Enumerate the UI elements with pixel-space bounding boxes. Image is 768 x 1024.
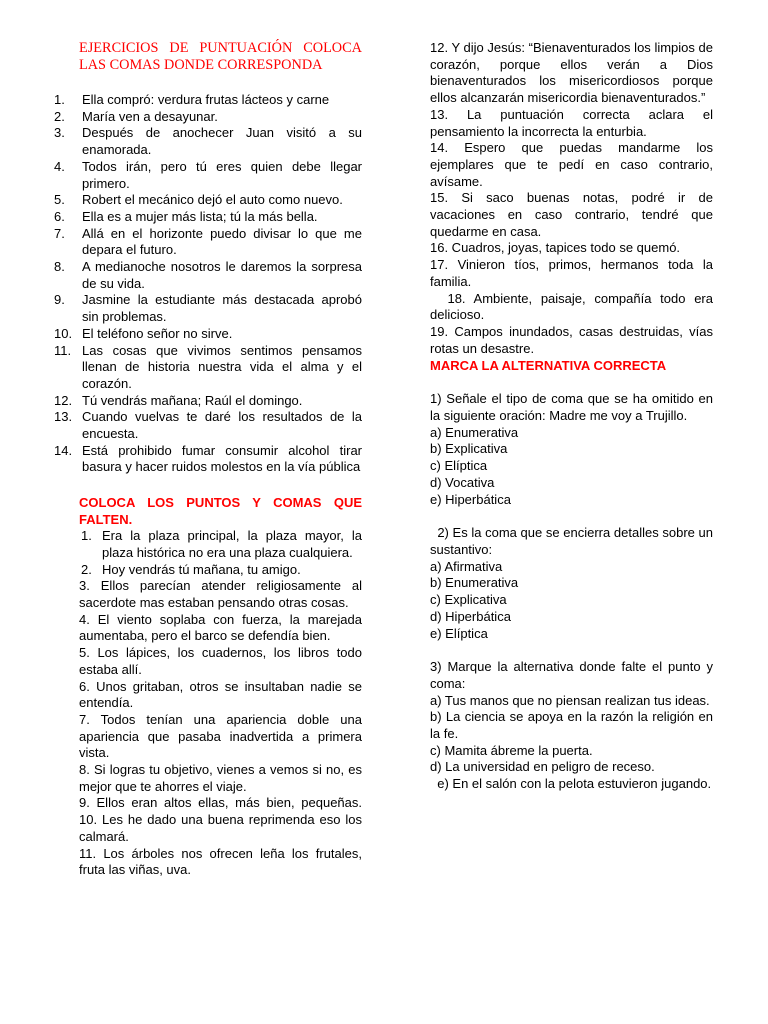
- section-heading-semicolons: COLOCA LOS PUNTOS Y COMAS QUE FALTEN.: [79, 495, 362, 528]
- answer-option: c) Explicativa: [430, 592, 507, 608]
- spacer: [430, 374, 713, 391]
- section-heading-multiple-choice: MARCA LA ALTERNATIVA CORRECTA: [430, 358, 667, 374]
- multiple-choice-questions: [430, 374, 717, 792]
- item-number: 13.: [54, 409, 73, 425]
- answer-option: d) La universidad en peligro de receso.: [430, 759, 655, 775]
- answer-option: d) Vocativa: [430, 474, 495, 490]
- list-item: [54, 679, 362, 712]
- item-text: Todos irán, pero tú eres quien debe llegar primero.: [82, 158, 362, 191]
- list-item: [54, 795, 362, 845]
- item-text: Tú vendrás mañana; Raúl el domingo.: [82, 392, 303, 408]
- continued-exercise-list: [430, 40, 717, 357]
- list-item: [54, 109, 362, 126]
- item-text: Después de anochecer Juan visitó a su enamorada.: [82, 125, 362, 158]
- list-item: [54, 762, 362, 795]
- item-text: Era la plaza principal, la plaza mayor, la plaza histórica no era una plaza cualquiera.: [102, 528, 362, 560]
- exercise-title: [79, 40, 362, 74]
- list-item: [54, 343, 362, 393]
- title-line-2: LAS COMAS DONDE CORRESPONDA: [79, 57, 323, 73]
- answer-option: a) Tus manos que no piensan realizan tus ideas.: [430, 692, 710, 708]
- item-number: 9.: [54, 292, 65, 308]
- list-item: [54, 562, 362, 579]
- list-item: [54, 528, 362, 561]
- list-item: [54, 226, 362, 259]
- left-column: [54, 40, 362, 879]
- list-item: [54, 292, 362, 325]
- item-number: 14.: [54, 442, 73, 458]
- item-text: Allá en el horizonte puedo divisar lo que me depara el futuro.: [82, 225, 362, 258]
- item-text: 11. Los árboles nos ofrecen leña los frutales, fruta las viñas, uva.: [79, 845, 362, 878]
- item-number: 2.: [81, 561, 92, 577]
- item-text: Hoy vendrás tú mañana, tu amigo.: [102, 561, 301, 577]
- list-item: [54, 192, 362, 209]
- question-prompt: 2) Es la coma que se encierra detalles sobre un sustantivo:: [430, 525, 717, 557]
- item-text: Las cosas que vivimos sentimos pensamos llenan de historia nuestra vida el alma y el corazón.: [82, 342, 362, 391]
- item-number: 11.: [54, 342, 72, 358]
- comma-exercise-list: [54, 92, 362, 476]
- item-text: 4. El viento soplaba con fuerza, la marejada aumentaba, pero el barco se defendía bien.: [79, 611, 362, 644]
- semicolon-exercise-list: [54, 528, 362, 879]
- item-text: María ven a desayunar.: [82, 108, 218, 124]
- item-text: 8. Si logras tu objetivo, vienes a vemos si no, es mejor que te ahorres el viaje.: [79, 762, 362, 794]
- answer-option: c) Elíptica: [430, 458, 488, 474]
- item-text: 3. Ellos parecían atender religiosamente al sacerdote mas estaban pensando otras cosas.: [79, 578, 362, 610]
- answer-option: b) Enumerativa: [430, 575, 519, 591]
- list-item: [54, 578, 362, 611]
- list-item: 12. Y dijo Jesús: “Bienaventurados los limpios de corazón, porque ellos verán a Dios bienaventurados los misericordiosos porque ellos alcanzarán misericordia bienaventurados.”: [430, 40, 717, 106]
- item-text: 7. Todos tenían una apariencia doble una apariencia que pasaba inadvertida a primera vista.: [79, 711, 362, 761]
- list-item: 17. Vinieron tíos, primos, hermanos toda la familia.: [430, 257, 717, 289]
- list-item: [54, 259, 362, 292]
- list-item: 14. Espero que puedas mandarme los ejemplares que te pedí en caso contrario, avísame.: [430, 140, 717, 189]
- list-item: 13. La puntuación correcta aclara el pensamiento la incorrecta la enturbia.: [430, 106, 717, 139]
- title-line-1: EJERCICIOS DE PUNTUACIÓN COLOCA: [79, 40, 362, 56]
- answer-option: e) Hiperbática: [430, 491, 511, 507]
- answer-option: c) Mamita ábreme la puerta.: [430, 742, 593, 758]
- item-number: 10.: [54, 325, 73, 341]
- answer-option: b) Explicativa: [430, 441, 508, 457]
- item-text: A medianoche nosotros le daremos la sorpresa de su vida.: [82, 259, 362, 291]
- list-item: 19. Campos inundados, casas destruidas, vías rotas un desastre.: [430, 323, 717, 356]
- answer-option: a) Enumerativa: [430, 424, 519, 440]
- item-number: 6.: [54, 208, 65, 224]
- answer-option: b) La ciencia se apoya en la razón la religión en la fe.: [430, 709, 717, 742]
- item-number: 7.: [54, 225, 65, 241]
- list-item: 18. Ambiente, paisaje, compañía todo era delicioso.: [430, 290, 717, 323]
- item-text: Jasmine la estudiante más destacada aprobó sin problemas.: [82, 292, 362, 325]
- item-number: 5.: [54, 192, 65, 208]
- item-text: Está prohibido fumar consumir alcohol tirar basura y hacer ruidos molestos en la vía pública: [82, 442, 362, 475]
- question-prompt: 3) Marque la alternativa donde falte el punto y coma:: [430, 659, 717, 691]
- spacer: [430, 508, 713, 525]
- answer-option: d) Hiperbática: [430, 608, 511, 624]
- list-item: 15. Si saco buenas notas, podré ir de vacaciones en caso contrario, tendré que quedarme en casa.: [430, 190, 717, 239]
- answer-option: e) En el salón con la pelota estuvieron jugando.: [430, 776, 712, 792]
- item-number: 12.: [54, 392, 73, 408]
- item-text: 6. Unos gritaban, otros se insultaban nadie se entendía.: [79, 678, 362, 711]
- list-item: [54, 443, 362, 476]
- item-text: 9. Ellos eran altos ellas, más bien, pequeñas. 10. Les he dado una buena reprimenda eso los calmará.: [79, 795, 362, 844]
- list-item: [54, 712, 362, 762]
- item-number: 1.: [54, 92, 65, 107]
- right-column: [430, 40, 717, 793]
- list-item: [54, 612, 362, 645]
- item-number: 3.: [54, 125, 65, 141]
- list-item: [54, 846, 362, 879]
- list-item: 16. Cuadros, joyas, tapices todo se quemó.: [430, 240, 681, 256]
- item-number: 1.: [81, 528, 92, 544]
- list-item: [54, 409, 362, 442]
- item-number: 2.: [54, 108, 65, 124]
- question-prompt: 1) Señale el tipo de coma que se ha omitido en la siguiente oración: Madre me voy a Trujillo.: [430, 391, 717, 424]
- item-text: Ella compró: verdura frutas lácteos y carne: [82, 92, 330, 107]
- list-item: [54, 393, 362, 410]
- item-number: 8.: [54, 259, 65, 275]
- item-text: Robert el mecánico dejó el auto como nuevo.: [82, 192, 343, 208]
- list-item: [54, 92, 362, 109]
- list-item: [54, 159, 362, 192]
- item-text: Ella es a mujer más lista; tú la más bella.: [82, 208, 318, 224]
- list-item: [54, 326, 362, 343]
- answer-option: a) Afirmativa: [430, 558, 503, 574]
- answer-option: e) Elíptica: [430, 625, 488, 641]
- list-item: [54, 209, 362, 226]
- item-text: 5. Los lápices, los cuadernos, los libros todo estaba allí.: [79, 645, 362, 677]
- spacer: [430, 642, 713, 659]
- list-item: [54, 125, 362, 158]
- item-text: Cuando vuelvas te daré los resultados de la encuesta.: [82, 409, 362, 442]
- list-item: [54, 645, 362, 678]
- item-text: El teléfono señor no sirve.: [82, 325, 233, 341]
- item-number: 4.: [54, 158, 65, 174]
